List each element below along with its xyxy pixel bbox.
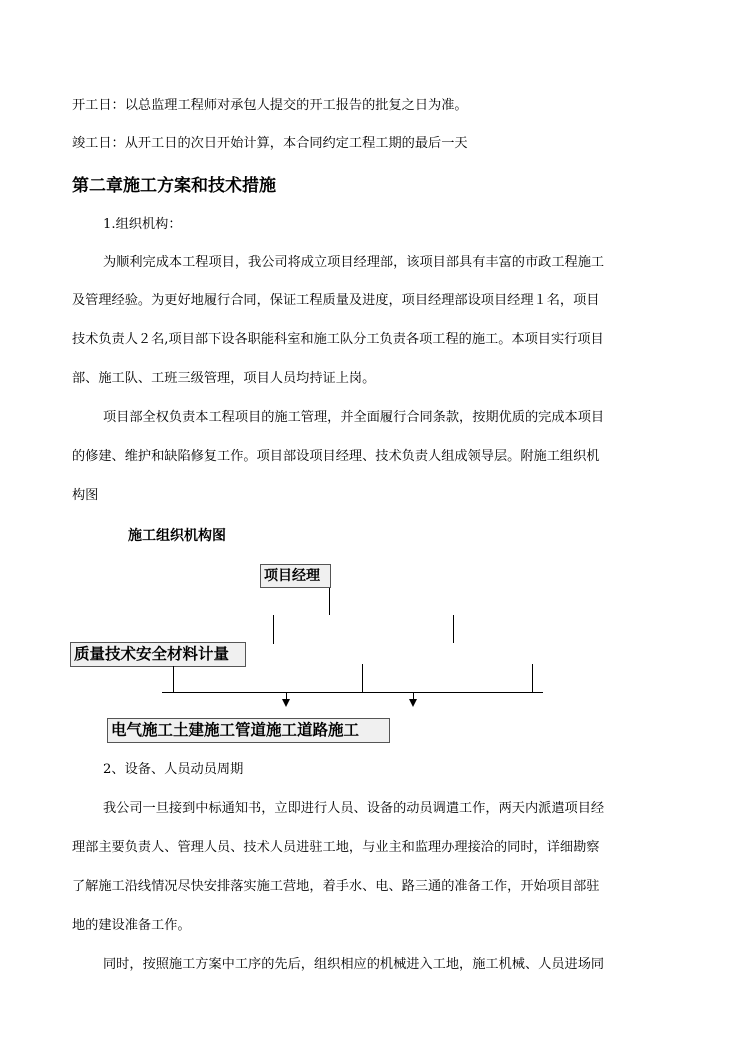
section2-heading: 2、设备、人员动员周期 xyxy=(103,762,244,777)
connector-line xyxy=(329,588,330,615)
chapter-title: 第二章施工方案和技术措施 xyxy=(72,176,276,196)
section2-para2-line: 同时，按照施工方案中工序的先后，组织相应的机械进入工地，施工机械、人员进场同 xyxy=(103,957,605,972)
connector-line xyxy=(532,664,533,692)
para1-line: 技术负责人２名,项目部下设各职能科室和施工队分工负责各项工程的施工。本项目实行项目 xyxy=(72,332,604,347)
connector-line xyxy=(453,615,454,643)
departments-box: 质量技术安全材料计量 xyxy=(70,642,246,667)
connector-line xyxy=(173,666,174,692)
para1-line: 为顺利完成本工程项目，我公司将成立项目经理部，该项目部具有丰富的市政工程施工 xyxy=(103,255,605,270)
para1-line: 部、施工队、工班三级管理，项目人员均持证上岗。 xyxy=(72,371,376,386)
section2-para1-line: 了解施工沿线情况尽快安排落实施工营地，着手水、电、路三通的准备工作，开始项目部驻 xyxy=(72,879,600,894)
horizontal-connector xyxy=(162,692,543,693)
para2-line: 的修建、维护和缺陷修复工作。项目部设项目经理、技术负责人组成领导层。附施工组织机 xyxy=(72,449,600,464)
construction-teams-box: 电气施工土建施工管道施工道路施工 xyxy=(107,718,390,743)
connector-line xyxy=(273,615,274,644)
section2-para1-line: 地的建设准备工作。 xyxy=(72,918,191,933)
section2-para1-line: 理部主要负责人、管理人员、技术人员进驻工地，与业主和监理办理接洽的同时，详细勘察 xyxy=(72,840,600,855)
arrow-down-icon xyxy=(409,699,417,707)
section2-para1-line: 我公司一旦接到中标通知书，立即进行人员、设备的动员调遣工作，两天内派遣项目经 xyxy=(103,801,605,816)
para2-line: 构图 xyxy=(72,488,99,503)
para1-line: 及管理经验。为更好地履行合同，保证工程质量及进度，项目经理部设项目经理１名，项目 xyxy=(72,293,600,308)
org-chart-title: 施工组织机构图 xyxy=(128,528,226,544)
completion-date-definition: 竣工日：从开工日的次日开始计算，本合同约定工程工期的最后一天 xyxy=(72,136,468,151)
start-date-definition: 开工日：以总监理工程师对承包人提交的开工报告的批复之日为准。 xyxy=(72,98,468,113)
section1-heading: 1.组织机构： xyxy=(103,217,182,232)
project-manager-box: 项目经理 xyxy=(260,564,331,588)
para2-line: 项目部全权负责本工程项目的施工管理，并全面履行合同条款，按期优质的完成本项目 xyxy=(103,410,605,425)
connector-line xyxy=(362,664,363,692)
arrow-down-icon xyxy=(282,699,290,707)
